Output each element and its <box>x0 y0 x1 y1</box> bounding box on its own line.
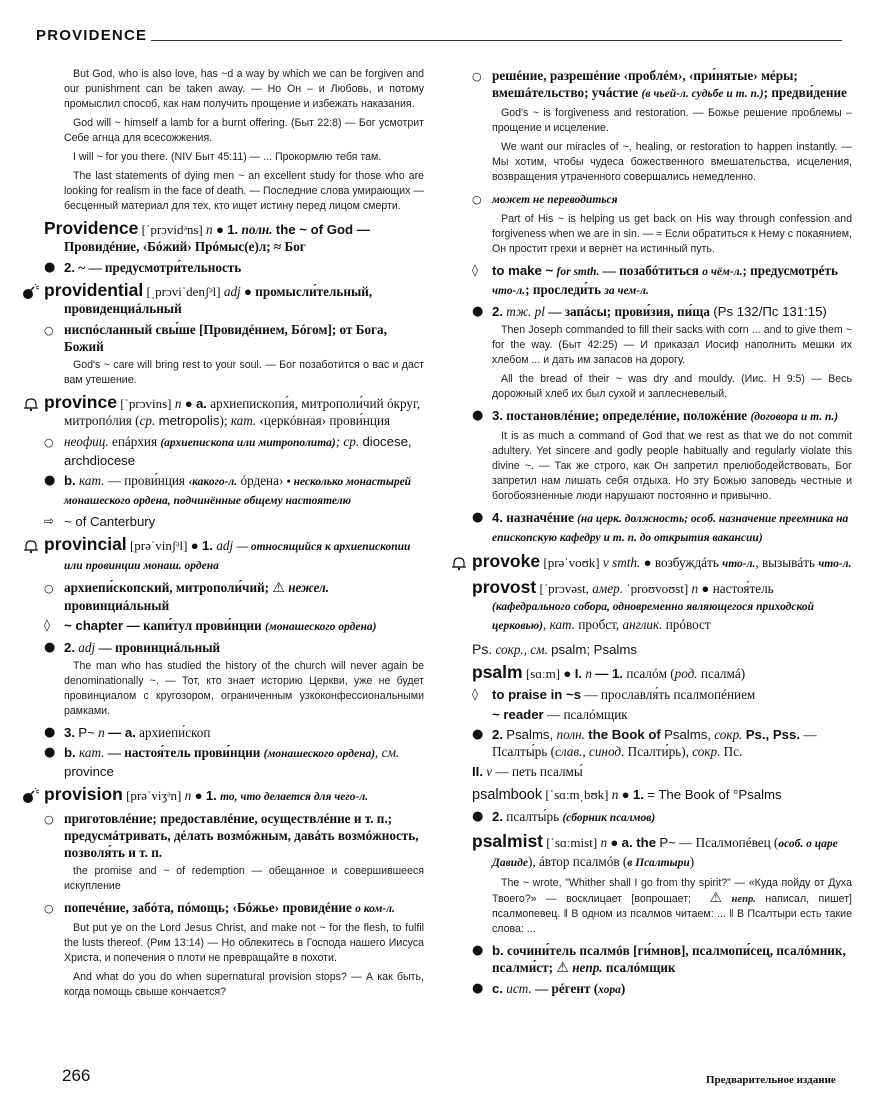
headword: provost <box>472 577 537 597</box>
label: ср. <box>139 413 156 428</box>
transcription: ˈproʊvoʊst] <box>626 581 689 596</box>
example: God's ~ care will bring rest to your soul. — Бог позаботится о вас и даст вам утешение. <box>64 359 424 386</box>
circle-marker-icon: ○ <box>472 193 482 206</box>
label: сокр., см. <box>495 642 548 657</box>
translation: Провидéние, ‹Бóжий› Прóмыс(е)л; ≈ Бог <box>64 239 306 254</box>
subsense <box>44 579 424 614</box>
sense <box>44 259 424 276</box>
example: All the bread of their ~ was dry and mouldy. (Иис. Н 9:5) — Весь дорожный хлеб их был сухой и заплесневелый. <box>492 373 852 400</box>
note: (в чьей-л. судьбе и т. п.) <box>641 88 764 100</box>
label: см. <box>381 745 400 760</box>
part-number: I. <box>574 666 583 681</box>
entry-psalmbook <box>472 786 852 804</box>
headword: provoke <box>472 551 541 571</box>
label: тж. pl <box>506 304 545 319</box>
sense <box>472 509 852 547</box>
pos: v <box>602 555 609 570</box>
transcription: [ˈprɔvins] <box>120 396 172 411</box>
label: амер. <box>592 581 623 596</box>
translation: приготовлéние; предоставлéние, осуществлéние и т. п.; предусмáтривать, дéлать возмóжным, давáть возмóжность, позволя́ть и т. п. <box>64 811 419 860</box>
note: (монашеского ордена) <box>265 621 377 633</box>
headword: provision <box>44 784 123 804</box>
example: the promise and ~ of redemption — обещанное и совершившееся искупление <box>64 865 424 892</box>
pos: v <box>486 764 493 779</box>
transcription: [prəˈvinʃᵊl] <box>129 538 188 553</box>
cross-ref-link[interactable]: ~ of Canterbury <box>64 514 156 529</box>
note: (архиепископа или митрополита) <box>160 437 336 449</box>
left-column <box>44 64 424 1005</box>
form: Psalms, <box>506 727 554 742</box>
sense-number: 2. <box>64 260 75 275</box>
psalm-part-2 <box>472 763 852 780</box>
example <box>492 876 852 937</box>
examples <box>44 864 424 894</box>
sense-number: 1. <box>632 787 644 802</box>
translation: епáрхия <box>111 434 158 449</box>
header-rule <box>151 40 842 41</box>
subsense <box>472 190 852 209</box>
bullet-icon: ● <box>563 666 572 681</box>
warning-triangle-icon: ⚠ <box>556 960 569 976</box>
entry-provoke <box>472 553 852 573</box>
examples-top <box>44 67 424 214</box>
bullet-icon: ● <box>643 555 652 570</box>
note: о чём-л. <box>702 266 743 278</box>
examples <box>472 323 852 402</box>
sense-letter: c. <box>492 981 503 996</box>
label: полн. <box>556 727 585 742</box>
translation: псалты́рь <box>506 809 560 824</box>
example: We want our miracles of ~, healing, or restoration to happen instantly. — Мы хотим, чтобы чудеса божественного вмешательства, исцеления, возвращения утраченного совершались немедленно. <box>492 141 852 183</box>
edition-note: Предварительное издание <box>706 1074 836 1086</box>
note: в Псалтыри <box>627 857 690 869</box>
phrase <box>472 706 852 723</box>
translation: — запáсы; прови́зия, пи́ща <box>548 304 710 319</box>
translation: псалóм ( <box>626 666 675 681</box>
form: Ps., Pss. <box>745 727 801 742</box>
translation: ) <box>620 981 626 996</box>
pos: n <box>206 222 213 237</box>
transcription: [ˈprɔvəst, <box>539 581 589 596</box>
label: сокр. <box>714 727 743 742</box>
translation: ниспóсланный свы́ше [Провидéнием, Бóгом]; от Бога, Божий <box>64 322 387 354</box>
translation: решéние, разрешéние ‹проблéм›, ‹при́нятые› мéры; вмешáтельство; учáстие <box>492 68 798 100</box>
example: God will ~ himself a lamb for a burnt offering. (Быт 22:8) — Бог усмотрит Себе агнца для всесожжения. <box>64 117 424 144</box>
cross-reference <box>44 513 424 530</box>
entry-ps <box>472 641 852 658</box>
sense <box>472 980 852 999</box>
note: (монашеского ордена) <box>263 748 376 760</box>
sense-number: 3. <box>64 725 75 740</box>
cross-ref-link[interactable]: psalm; Psalms <box>551 642 637 657</box>
translation: — рéгент ( <box>535 981 599 996</box>
translation: ; предусмотрéть <box>742 263 838 278</box>
phrase: the ~ of God — <box>275 222 370 237</box>
bullet-icon: ● <box>215 222 224 237</box>
right-column <box>472 64 852 1002</box>
diamond-marker-icon: ◊ <box>472 263 478 277</box>
sense-number: 2. <box>492 304 503 319</box>
bullet-icon: ● <box>184 396 193 411</box>
translation: архиепископи́я, митрополи́чий óкруг, митропóлия ( <box>64 396 421 428</box>
sense <box>472 808 852 827</box>
examples <box>472 876 852 937</box>
translation: ; проследи́ть <box>525 282 602 297</box>
bullet-icon: ● <box>44 640 56 655</box>
sense <box>472 942 852 977</box>
example-part: The ~ wrote, "Whither shall I go from thy spirit?" — «Куда пойду от Духа Твоего?» — восклицает [вопрошает; <box>492 877 852 905</box>
translation: ; предви́дение <box>763 85 847 100</box>
examples <box>44 659 424 719</box>
label: кат. <box>230 413 257 428</box>
form: P~ <box>659 835 676 850</box>
entry-providence <box>44 220 424 255</box>
translation: промысли́тельный, провиденциáльный <box>64 284 373 316</box>
bullet-icon: ● <box>44 260 56 275</box>
cross-ref-link[interactable]: province <box>64 764 114 779</box>
note: о ком-л. <box>355 903 395 915</box>
punct: ); <box>219 413 231 428</box>
bell-icon <box>22 396 40 412</box>
circle-marker-icon: ○ <box>44 902 54 915</box>
phrase-text: to praise in ~s <box>492 687 582 702</box>
headword: Ps. <box>472 641 493 657</box>
subsense <box>44 810 424 861</box>
transcription: [prəˈvoʊk] <box>543 555 600 570</box>
phrase-text: ~ chapter — <box>64 618 140 633</box>
translation: капи́тул прови́нции <box>143 618 262 633</box>
warning-triangle-icon: ⚠ <box>272 580 285 596</box>
bullet-icon: ● <box>701 581 710 596</box>
sense-number: 1. <box>205 788 217 803</box>
translation: прóвост <box>665 617 711 632</box>
sense-number: — 1. <box>595 666 624 681</box>
subsense <box>44 433 424 469</box>
headword: providential <box>44 280 144 300</box>
label: непр. <box>731 894 756 905</box>
transcription: [sɑːm] <box>525 666 561 681</box>
entry-provision <box>44 786 424 806</box>
translation: Пс. <box>723 744 743 759</box>
bullet-icon: ● <box>472 943 484 958</box>
translation: сочини́тель псалмóв [ги́мнов], псалмопи́сец, псалóмник, псалми́ст; <box>492 943 846 975</box>
bullet-icon: ● <box>472 809 484 824</box>
phrase <box>472 262 852 300</box>
bullet-icon: ● <box>44 745 56 760</box>
pos: n <box>585 666 592 681</box>
example: The last statements of dying men ~ an excellent study for those who are looking for realism in the face of death. — Последние слова умирающих — бесценный материал для тех, кто ищет истину перед лицом смерти. <box>64 170 424 212</box>
headword: psalmbook <box>472 787 543 803</box>
subsense <box>44 321 424 355</box>
examples <box>472 212 852 257</box>
bell-icon <box>450 555 468 571</box>
note: что-л. <box>818 558 852 570</box>
label: полн. <box>241 222 273 237</box>
phrase-text: to make ~ <box>492 263 554 278</box>
bullet-icon: ● <box>194 788 203 803</box>
transcription: [prəˈviʒᵊn] <box>126 788 182 803</box>
bullet-icon: ● <box>44 473 56 488</box>
entry-provincial <box>44 536 424 575</box>
example: But put ye on the Lord Jesus Christ, and make not ~ for the flesh, to fulfil the lusts thereof. (Рим 13:14) — Но облекитесь в Господа нашего Иисуса Христа, и попечения о плоти не превращайте в похоти. <box>64 922 424 964</box>
phrase <box>472 686 852 703</box>
headword: psalm <box>472 662 523 682</box>
translation: Псалти́рь), <box>627 744 689 759</box>
transcription: [ˈsɑːmist] <box>546 835 598 850</box>
pos: adj <box>78 640 96 655</box>
pos: n <box>611 787 619 802</box>
translation: настоя́тель <box>712 581 774 596</box>
label: род. <box>674 666 698 681</box>
pos: n <box>691 581 699 596</box>
sense-number: 2. <box>492 727 503 742</box>
cross-ref: = The Book of °Psalms <box>647 787 782 802</box>
sense-letter: b. <box>64 473 76 488</box>
sense-letter: a. the <box>621 835 657 850</box>
transcription: [ˈprɔvidᵊns] <box>141 222 203 237</box>
label: ; ср. <box>335 434 360 449</box>
bullet-icon: ● <box>472 510 484 525</box>
note: хора <box>598 984 621 996</box>
translation: — настоя́тель прови́нции <box>107 745 261 760</box>
example: It is as much a command of God that we rest as that we do not commit adultery. Yet sincere and godly people habitually and regularly violate this divine ~. — Так же строго, как Он запретил прелюбодействовать, Бог запретил нам лишать себя отдыха. Но эту Божью заповедь честные и богобоязненные люди нарушают постоянно и привычно. <box>492 430 852 502</box>
translation: возбуждáть <box>654 555 719 570</box>
sense <box>472 726 852 760</box>
bell-icon <box>22 538 40 554</box>
bullet-icon: ● <box>190 538 199 553</box>
running-header <box>36 22 842 44</box>
sense-number: 1. <box>227 222 239 237</box>
entry-psalmist <box>472 833 852 872</box>
translation: пробст, <box>578 617 620 632</box>
translation: провинциáльный <box>64 598 170 613</box>
translation: ~ — предусмотри́тельность <box>78 260 242 275</box>
headword: provincial <box>44 534 127 554</box>
subsense <box>472 67 852 103</box>
circle-marker-icon: ○ <box>44 582 54 595</box>
example: Part of His ~ is helping us get back on His way through confession and forgiveness when we are in sin. — ≈ Если обратиться к Нему с покаянием, Он простит грехи и вернёт на истинный путь. <box>492 213 852 255</box>
example: The man who has studied the history of the church will never again be denominationally ~. — Тот, кто знает историю Церкви, уже не будет провинциалом с кругозором, ограниченным узкоконфессиональными рамками. <box>64 660 424 717</box>
phrase <box>44 617 424 636</box>
translation: — Псалмопéвец ( <box>679 835 779 850</box>
bullet-icon: ● <box>472 304 484 319</box>
circle-marker-icon: ○ <box>472 70 482 83</box>
sense <box>44 639 424 656</box>
translation: назначéние <box>506 510 574 525</box>
translation: попечéние, забóта, пóмощь; ‹Бóжье› провидéние <box>64 900 352 915</box>
page-number: 266 <box>62 1066 91 1085</box>
transcription: [ˈsɑːmˌbʊk] <box>545 787 609 802</box>
sense <box>44 472 424 510</box>
entry-psalm <box>472 664 852 682</box>
headword: psalmist <box>472 831 543 851</box>
bullet-icon: ● <box>44 725 56 740</box>
sense: ● b. кат. — настоя́тель прови́нции (монашеского ордена), см. province <box>44 745 400 779</box>
form: P~ <box>78 725 95 740</box>
label: нежел. <box>288 580 330 595</box>
note: for smth. <box>556 266 600 278</box>
bullet-icon: ● <box>472 981 484 996</box>
bullet-icon: ● <box>472 727 484 742</box>
pos: n <box>600 835 608 850</box>
sense <box>472 407 852 426</box>
examples <box>44 921 424 1000</box>
part-number: II. <box>472 764 483 779</box>
sense-letter: b. <box>64 745 76 760</box>
cross-ref: diocese, archdiocese <box>64 434 412 468</box>
pos: n <box>184 788 192 803</box>
sense-number: 2. <box>64 640 75 655</box>
label: неофиц. <box>64 434 109 449</box>
sense-letter: — a. <box>107 725 136 740</box>
label: кат. <box>79 745 105 760</box>
running-head-word: PROVIDENCE <box>36 27 148 44</box>
warning-triangle-icon: ⚠ <box>709 890 723 906</box>
sense <box>44 724 424 741</box>
pos: n <box>98 725 105 740</box>
circle-marker-icon: ○ <box>44 436 54 449</box>
note: • несколько монастырей монашеского ордена, подчинённые общему настоятелю <box>64 476 412 507</box>
example: But God, who is also love, has ~d a way by which we can be forgiven and our punishment can be taken away. — Но Он – и Любовь, и потому промыслил способ, как нам получить прощение и избежать наказания. <box>64 68 424 110</box>
sense-letter: a. <box>195 396 207 411</box>
note: (кафедрального собора, одновременно являющегося приходской церковью) <box>492 601 815 632</box>
note: ‹какого-л. <box>188 476 238 488</box>
bullet-icon: ● <box>621 787 630 802</box>
translation: псалмá) <box>700 666 746 681</box>
translation: — петь псалмы́ <box>495 764 583 779</box>
translation: — позабóтиться <box>602 263 699 278</box>
label: ист. <box>506 981 532 996</box>
subsense <box>44 899 424 918</box>
form: the Book of <box>588 727 661 742</box>
diamond-marker-icon: ◊ <box>44 618 50 632</box>
note: особ. о царе Давиде <box>492 838 838 869</box>
sense-number: 4. <box>492 510 503 525</box>
bullet-icon: ● <box>610 835 619 850</box>
translation: ‹церкóвная› прови́нция <box>259 413 391 428</box>
sense <box>472 303 852 320</box>
translation: постановлéние; определéние, положéние <box>506 408 748 423</box>
entry-province <box>44 394 424 429</box>
translation: ), áвтор псалмóв ( <box>527 854 628 869</box>
phrase-text: ~ reader <box>492 707 544 722</box>
note: что-л. <box>492 285 526 297</box>
translation: — Псалты́рь ( <box>492 727 817 759</box>
bullet-icon: ● <box>244 284 252 299</box>
translation: — псалóмщик <box>547 707 628 722</box>
pos: n <box>174 396 182 411</box>
entry-providential <box>44 282 424 317</box>
translation: архиепи́скопский, митрополи́чий; <box>64 580 270 595</box>
circle-marker-icon: ○ <box>44 813 54 826</box>
translation: óрдена› <box>240 473 284 488</box>
note: (сборник псалмов) <box>562 812 656 824</box>
example-part: написал, пишет] псалмопевец. ‖ В одном из псалмов читаем: ... ‖ В Псалтыри есть такие слова: ... <box>492 893 852 935</box>
sense-number: 1. <box>202 538 214 553</box>
right-arrow-icon: ⇨ <box>44 514 55 528</box>
examples <box>472 429 852 504</box>
example: God's ~ is forgiveness and restoration. — Божье решение проблемы – прощение и исцеление. <box>492 107 852 134</box>
translation: — прославля́ть псалмопéнием <box>584 687 756 702</box>
entry-provost <box>472 579 852 635</box>
note: — относящийся к архиепископии или провинции монаш. ордена <box>64 541 411 572</box>
bomb-icon <box>22 284 40 300</box>
label: англик. <box>622 617 663 632</box>
cross-ref: metropolis <box>158 413 220 428</box>
note: может не переводиться <box>492 194 618 206</box>
headword: province <box>44 392 117 412</box>
label: слав., синод. <box>555 744 625 759</box>
bullet-icon: ● <box>472 408 484 423</box>
headword: Providence <box>44 218 139 238</box>
label: кат. <box>79 473 105 488</box>
diamond-marker-icon: ◊ <box>472 687 478 701</box>
sense-number: 2. <box>492 809 503 824</box>
label: сокр. <box>692 744 721 759</box>
bomb-icon <box>22 788 40 804</box>
example: Then Joseph commanded to fill their sacks with corn ... and to give them ~ for the way. (Быт 42:25) — И приказал Иосиф наполнить мешки их хлебом ... и дать им запасов на дорогу. <box>492 324 852 366</box>
example: And what do you do when supernatural provision stops? — А как быть, когда помощь свыше кончается? <box>64 971 424 998</box>
transcription: [ˌprɔviˈdenʃᵊl] <box>146 284 221 299</box>
sense-number: 3. <box>492 408 503 423</box>
sense-letter: b. <box>492 943 504 958</box>
note: (на церк. должность; особ. назначение преемника на епископскую кафедру и т. п. до открытия вакансии) <box>492 513 849 544</box>
note: (договора и т. п.) <box>750 411 839 423</box>
translation: — прови́нция <box>107 473 186 488</box>
circle-marker-icon: ○ <box>44 324 54 337</box>
pos: adj <box>223 284 241 299</box>
label: непр. <box>572 960 603 975</box>
translation: — провинциáльный <box>98 640 221 655</box>
pos: adj <box>216 538 234 553</box>
example: I will ~ for you there. (NIV Быт 45:11) — ... Прокормлю тебя там. <box>73 151 382 163</box>
label: , кат. <box>543 617 576 632</box>
note: что-л. <box>722 558 756 570</box>
translation: архиепи́скоп <box>139 725 211 740</box>
object: smth. <box>612 555 641 570</box>
form: Psalms, <box>664 727 711 742</box>
translation: псалóмщик <box>605 960 676 975</box>
examples <box>44 358 424 388</box>
translation: ) <box>689 854 695 869</box>
note: то, что делается для чего-л. <box>220 791 368 803</box>
note: за чем-л. <box>604 285 649 297</box>
bible-ref: (Ps 132/Пс 131:15) <box>713 304 827 319</box>
translation: , вызывáть <box>755 555 815 570</box>
examples <box>472 106 852 185</box>
